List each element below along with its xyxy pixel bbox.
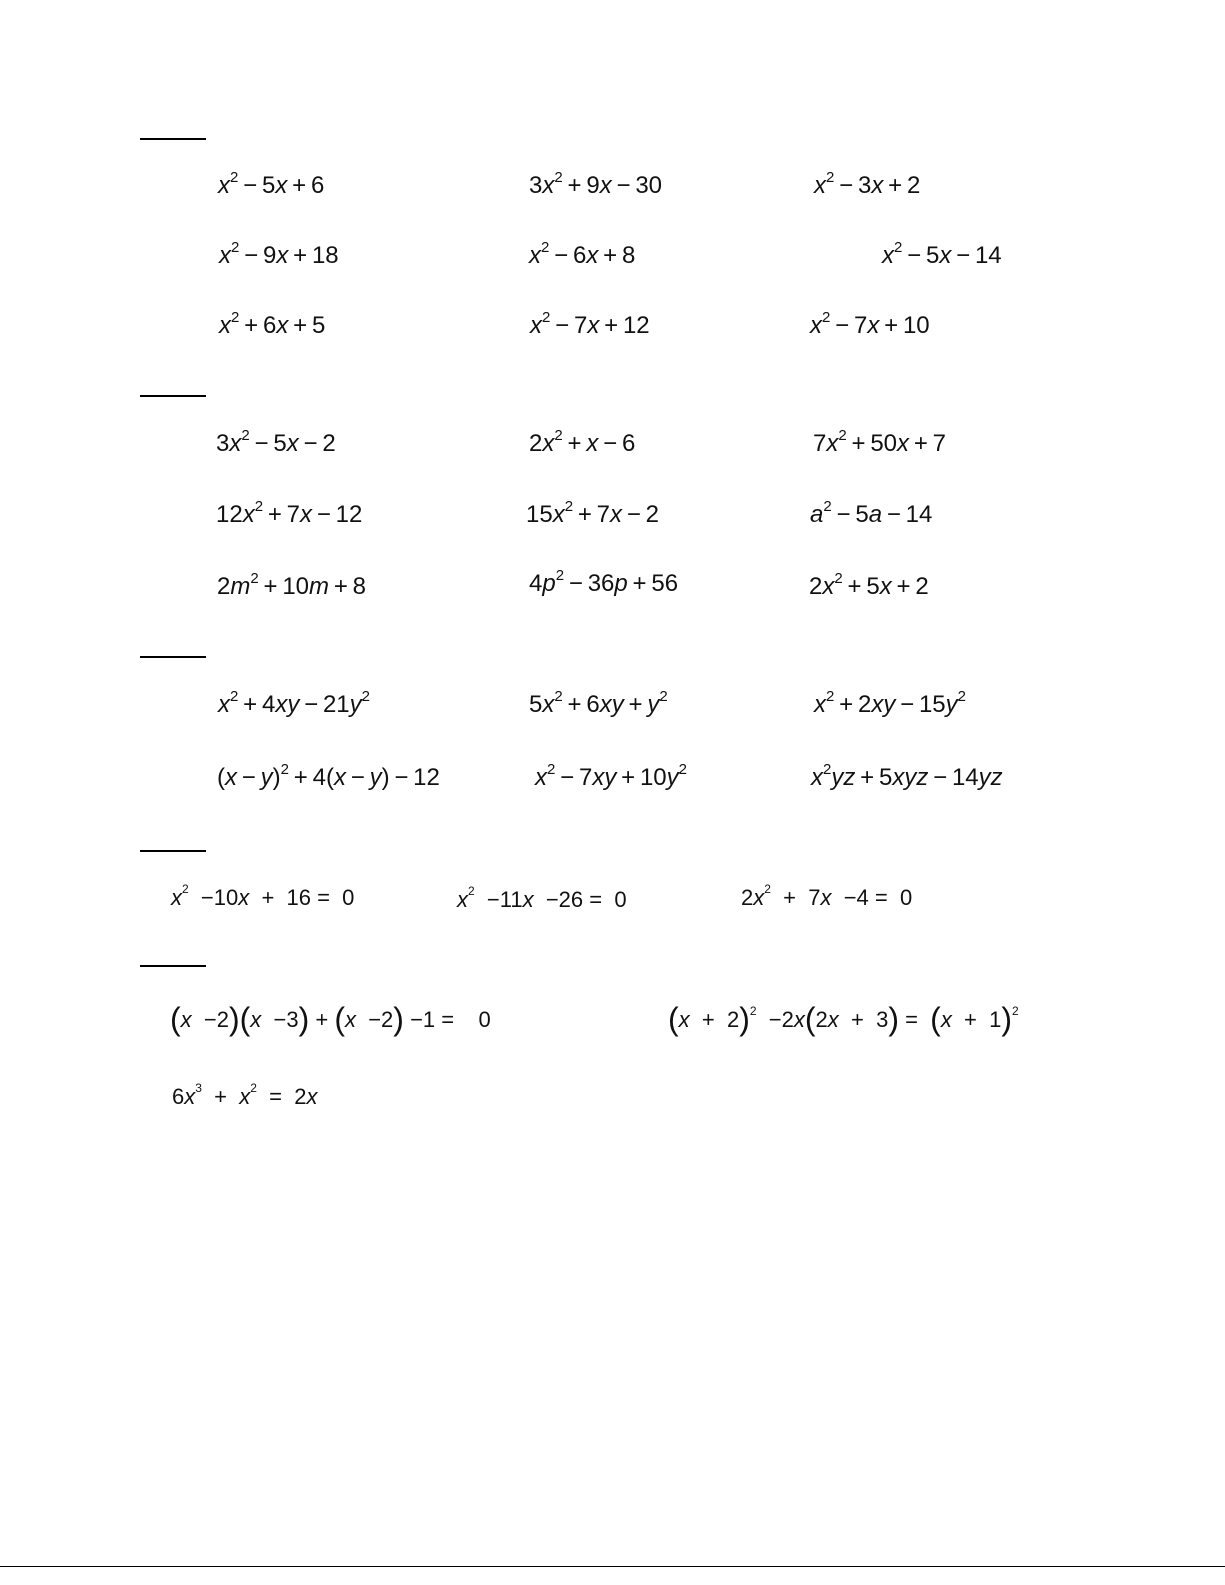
- exponent: 2: [231, 309, 240, 326]
- term-text: 2: [529, 430, 543, 457]
- exponent: 2: [254, 498, 264, 515]
- bracket: (: [334, 1001, 345, 1037]
- variable: a: [810, 501, 824, 528]
- exponent: 2: [541, 239, 550, 256]
- variable: x: [529, 242, 541, 269]
- term-text: − 14: [928, 764, 979, 791]
- term-text: −: [345, 764, 370, 791]
- term-text: + 6: [562, 691, 600, 718]
- variable: p: [614, 570, 628, 597]
- variable: p: [542, 570, 556, 597]
- exponent: 2: [894, 239, 903, 256]
- term-text: − 7: [555, 764, 593, 791]
- term-text: +: [309, 1007, 335, 1032]
- term-text: − 7: [550, 312, 588, 339]
- term-text: + 10: [879, 312, 930, 339]
- variable: x: [238, 885, 250, 910]
- exponent: 2: [250, 1081, 257, 1095]
- term-text: − 5: [238, 172, 276, 199]
- expression-s1-5: [529, 241, 635, 271]
- term-text: + 18: [288, 242, 339, 269]
- term-text: − 14: [951, 242, 1002, 269]
- section-divider-5: [140, 965, 206, 967]
- variable: x: [610, 501, 623, 528]
- variable: x: [333, 764, 346, 791]
- variable: x: [542, 691, 555, 718]
- term-text: +: [623, 691, 648, 718]
- variable: y: [369, 764, 382, 791]
- exponent: 3: [195, 1081, 202, 1095]
- expression-s3-6: [811, 763, 1003, 793]
- variable: x: [811, 764, 823, 791]
- term-text: − 7: [830, 312, 868, 339]
- variable: x: [457, 887, 468, 912]
- variable: xy: [871, 691, 896, 718]
- term-text: − 9: [239, 242, 277, 269]
- term-text: − 30: [611, 172, 663, 199]
- exponent: 2: [230, 688, 239, 705]
- bracket: ): [1001, 1001, 1013, 1037]
- term-text: + 2: [689, 1007, 740, 1032]
- variable: x: [239, 1084, 251, 1109]
- exponent: 2: [826, 169, 835, 186]
- exponent: 2: [838, 427, 847, 444]
- section-divider-3: [140, 656, 206, 658]
- equation-s4-3: [741, 883, 912, 913]
- expression-s1-3: [814, 171, 920, 201]
- term-text: + 56: [627, 570, 679, 597]
- variable: x: [939, 242, 952, 269]
- exponent: 2: [231, 239, 240, 256]
- term-text: +: [201, 1084, 240, 1109]
- section-divider-2: [140, 395, 206, 397]
- variable: x: [586, 242, 599, 269]
- exponent: 2: [241, 427, 250, 444]
- variable: x: [276, 242, 289, 269]
- expression-s1-6: [882, 241, 1002, 271]
- term-text: + 8: [598, 242, 636, 269]
- variable: x: [242, 501, 255, 528]
- bracket: (: [668, 1001, 679, 1037]
- variable: x: [827, 1007, 839, 1032]
- term-text: −2: [355, 1007, 394, 1032]
- variable: x: [879, 573, 892, 600]
- bracket: (: [930, 1001, 941, 1037]
- variable: x: [250, 1007, 262, 1032]
- term-text: 5: [529, 691, 543, 718]
- exponent: 2: [554, 688, 563, 705]
- variable: x: [530, 312, 542, 339]
- variable: x: [218, 691, 230, 718]
- equation-s5-1: [170, 1001, 491, 1037]
- term-text: −2: [191, 1007, 229, 1032]
- exponent: 2: [823, 498, 832, 515]
- variable: x: [753, 885, 765, 910]
- variable: yz: [978, 764, 1003, 791]
- term-text: 3: [216, 430, 230, 457]
- exponent: 2: [564, 498, 574, 515]
- term-text: + 4(: [288, 764, 334, 791]
- exponent: 2: [554, 427, 563, 444]
- term-text: + 3: [838, 1007, 889, 1032]
- term-text: − 5: [249, 430, 287, 457]
- term-text: −11: [474, 887, 523, 912]
- term-text: − 2: [298, 430, 336, 457]
- expression-s3-4: [217, 763, 440, 793]
- exponent: 2: [547, 761, 556, 778]
- expression-s3-3: [814, 690, 966, 720]
- variable: y: [647, 691, 660, 718]
- equation-s4-2: [457, 885, 627, 915]
- section-divider-1: [140, 138, 206, 140]
- term-text: 2: [217, 573, 231, 600]
- variable: x: [286, 430, 299, 457]
- term-text: − 15: [895, 691, 946, 718]
- expression-s1-2: [529, 171, 662, 201]
- expression-s2-3: [813, 429, 946, 459]
- variable: y: [260, 764, 273, 791]
- term-text: + 50: [846, 430, 898, 457]
- exponent: 2: [230, 169, 239, 186]
- term-text: + 6: [239, 312, 277, 339]
- term-text: +: [562, 430, 587, 457]
- term-text: 3: [529, 172, 543, 199]
- variable: x: [229, 430, 242, 457]
- expression-s2-2: [529, 429, 635, 459]
- exponent: 2: [1012, 1004, 1019, 1018]
- section-divider-4: [140, 850, 206, 852]
- term-text: 12: [216, 501, 243, 528]
- variable: a: [868, 501, 883, 528]
- term-text: + 7: [263, 501, 301, 528]
- variable: yz: [831, 764, 856, 791]
- bracket: (: [804, 1001, 816, 1037]
- variable: y: [945, 691, 958, 718]
- term-text: − 21: [299, 691, 350, 718]
- variable: x: [586, 430, 599, 457]
- term-text: + 7: [909, 430, 947, 457]
- variable: x: [882, 242, 894, 269]
- expression-s1-7: [219, 311, 325, 341]
- variable: xy: [592, 764, 617, 791]
- variable: x: [871, 172, 884, 199]
- variable: y: [349, 691, 362, 718]
- variable: x: [897, 430, 910, 457]
- term-text: + 4: [238, 691, 276, 718]
- exponent: 2: [280, 761, 289, 778]
- exponent: 2: [823, 761, 832, 778]
- expression-s2-4: [216, 500, 362, 530]
- exponent: 2: [822, 309, 831, 326]
- term-text: = 2: [256, 1084, 307, 1109]
- term-text: − 6: [549, 242, 587, 269]
- variable: x: [814, 172, 826, 199]
- expression-s2-7: [217, 572, 366, 602]
- variable: xyz: [892, 764, 929, 791]
- exponent: 2: [834, 570, 843, 587]
- term-text: −26 = 0: [533, 887, 627, 912]
- term-text: + 1: [951, 1007, 1002, 1032]
- exponent: 2: [764, 882, 771, 896]
- term-text: − 2: [622, 501, 660, 528]
- expression-s3-1: [218, 690, 370, 720]
- term-text: − 14: [882, 501, 933, 528]
- expression-s2-6: [810, 500, 932, 530]
- term-text: ): [272, 764, 281, 791]
- exponent: 2: [678, 761, 687, 778]
- exponent: 2: [659, 688, 668, 705]
- variable: m: [309, 573, 330, 600]
- variable: x: [219, 242, 231, 269]
- variable: x: [218, 172, 230, 199]
- term-text: − 5: [902, 242, 940, 269]
- variable: x: [276, 312, 289, 339]
- term-text: + 7: [770, 885, 821, 910]
- term-text: 2: [741, 885, 754, 910]
- variable: x: [542, 172, 555, 199]
- variable: x: [826, 430, 839, 457]
- variable: x: [678, 1007, 690, 1032]
- term-text: + 8: [329, 573, 367, 600]
- equation-s5-2: [668, 1001, 1019, 1037]
- bracket: ): [888, 1001, 899, 1037]
- bracket: ): [739, 1001, 750, 1037]
- variable: x: [867, 312, 880, 339]
- expression-s2-5: [526, 500, 659, 530]
- variable: x: [587, 312, 600, 339]
- term-text: 2: [809, 573, 823, 600]
- equation-s5-3: [172, 1082, 317, 1112]
- expression-s3-5: [535, 763, 687, 793]
- term-text: (: [217, 764, 225, 791]
- term-text: + 12: [599, 312, 650, 339]
- variable: xy: [599, 691, 624, 718]
- variable: x: [940, 1007, 952, 1032]
- term-text: + 2: [883, 172, 921, 199]
- variable: x: [822, 573, 835, 600]
- exponent: 2: [749, 1004, 757, 1018]
- variable: x: [542, 430, 555, 457]
- equation-s4-1: [171, 883, 354, 913]
- term-text: + 10: [616, 764, 667, 791]
- term-text: −3: [261, 1007, 299, 1032]
- term-text: + 2: [891, 573, 929, 600]
- expression-s1-8: [530, 311, 650, 341]
- term-text: − 6: [598, 430, 636, 457]
- term-text: + 5: [288, 312, 326, 339]
- term-text: + 7: [573, 501, 611, 528]
- variable: x: [820, 885, 832, 910]
- variable: x: [522, 887, 534, 912]
- term-text: − 36: [564, 570, 615, 597]
- exponent: 2: [554, 169, 563, 186]
- exponent: 2: [542, 309, 551, 326]
- variable: x: [184, 1084, 196, 1109]
- term-text: − 12: [312, 501, 363, 528]
- term-text: 2: [815, 1007, 828, 1032]
- expression-s2-1: [216, 429, 336, 459]
- variable: x: [793, 1007, 805, 1032]
- term-text: −: [237, 764, 261, 791]
- variable: x: [219, 312, 231, 339]
- exponent: 2: [468, 884, 475, 898]
- variable: x: [225, 764, 237, 791]
- term-text: − 5: [831, 501, 869, 528]
- exponent: 2: [361, 688, 370, 705]
- exponent: 2: [826, 688, 835, 705]
- variable: x: [535, 764, 547, 791]
- term-text: −1 = 0: [403, 1007, 491, 1032]
- expression-s1-9: [810, 311, 930, 341]
- variable: x: [810, 312, 822, 339]
- variable: y: [666, 764, 679, 791]
- expression-s2-8: [529, 569, 678, 599]
- term-text: + 9: [562, 172, 600, 199]
- variable: xy: [275, 691, 300, 718]
- variable: x: [180, 1007, 192, 1032]
- bracket: ): [393, 1001, 404, 1037]
- expression-s3-2: [529, 690, 668, 720]
- variable: x: [344, 1007, 356, 1032]
- variable: x: [306, 1084, 318, 1109]
- variable: x: [275, 172, 288, 199]
- term-text: + 5: [842, 573, 880, 600]
- bracket: ): [298, 1001, 310, 1037]
- term-text: + 10: [258, 573, 310, 600]
- term-text: − 3: [834, 172, 872, 199]
- expression-s1-4: [219, 241, 339, 271]
- term-text: −10: [188, 885, 239, 910]
- exponent: 2: [957, 688, 966, 705]
- term-text: 6: [172, 1084, 185, 1109]
- variable: x: [814, 691, 826, 718]
- term-text: −4 = 0: [831, 885, 913, 910]
- expression-s1-1: [218, 171, 324, 201]
- page-bottom-edge: [0, 1566, 1225, 1567]
- exponent: 2: [250, 570, 259, 587]
- bracket: )(: [228, 1001, 251, 1037]
- expression-s2-9: [809, 572, 929, 602]
- variable: x: [300, 501, 313, 528]
- bracket: (: [170, 1001, 181, 1037]
- term-text: =: [898, 1007, 931, 1032]
- term-text: 7: [813, 430, 827, 457]
- exponent: 2: [182, 882, 189, 896]
- term-text: ) − 12: [381, 764, 440, 791]
- term-text: −2: [756, 1007, 794, 1032]
- variable: x: [171, 885, 182, 910]
- term-text: + 2: [834, 691, 872, 718]
- exponent: 2: [555, 567, 565, 584]
- term-text: + 6: [287, 172, 325, 199]
- variable: x: [552, 501, 565, 528]
- term-text: + 16 = 0: [249, 885, 355, 910]
- term-text: + 5: [855, 764, 893, 791]
- term-text: 4: [529, 570, 543, 597]
- variable: x: [599, 172, 612, 199]
- term-text: 15: [526, 501, 553, 528]
- variable: m: [230, 573, 251, 600]
